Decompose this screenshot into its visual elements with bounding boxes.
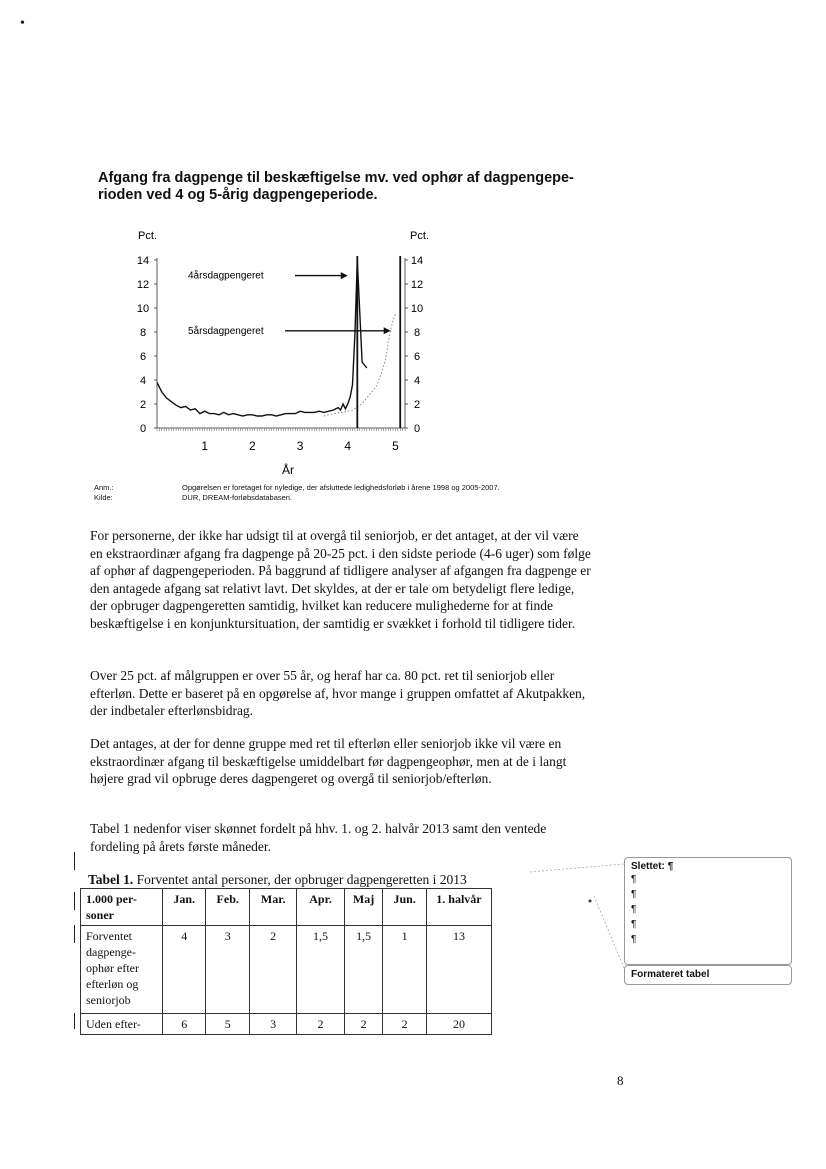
figure-title-line-2: rioden ved 4 og 5-årig dagpengeperiode. <box>98 187 378 203</box>
table-header-cell: 1. halvår <box>426 889 491 926</box>
series-line-solid <box>157 260 367 416</box>
note-anm-text: Opgørelsen er foretaget for nyledige, der afsluttede ledighedsforløb i årene 1998 og 2005-2007. <box>182 483 500 492</box>
table-cell: 3 <box>249 1014 296 1035</box>
table-caption <box>88 872 467 888</box>
pilcrow-line: ¶ <box>631 919 637 930</box>
data-table <box>80 888 492 1035</box>
paragraph-3 <box>90 735 594 788</box>
annotation-label: 5årsdagpengeret <box>188 325 264 337</box>
table-caption-text: Forventet antal personer, der opbruger dagpengeretten i 2013 <box>133 872 467 887</box>
table-cell: 1,5 <box>344 926 383 1014</box>
annotation-arrowhead <box>384 327 391 334</box>
x-axis-label: År <box>282 463 294 477</box>
figure-title-line-1: Afgang fra dagpenge til beskæftigelse mv. ved ophør af dagpengepe- <box>98 170 574 186</box>
table-row <box>81 1014 492 1035</box>
table-header-cell: 1.000 per-soner <box>81 889 163 926</box>
table-cell: 13 <box>426 926 491 1014</box>
note-kilde <box>94 493 604 503</box>
note-kilde-label: Kilde: <box>94 493 113 502</box>
table-cell: 2 <box>383 1014 427 1035</box>
table-cell: 2 <box>344 1014 383 1035</box>
y-tick-label-left: 12 <box>136 279 150 291</box>
pilcrow-line: ¶ <box>631 934 637 945</box>
table-header-cell: Jan. <box>162 889 205 926</box>
y-tick-label-left: 10 <box>136 303 150 315</box>
paragraph-4 <box>90 820 594 855</box>
deleted-label: Slettet: ¶ <box>631 861 674 872</box>
connector-line <box>530 864 624 872</box>
table-cell: 2 <box>297 1014 344 1035</box>
comment-connector <box>490 858 626 978</box>
table-cell: 1 <box>383 926 427 1014</box>
x-tick-label: 3 <box>296 439 304 453</box>
y-tick-label-left: 8 <box>139 327 147 339</box>
table-cell: 2 <box>249 926 296 1014</box>
connector-line <box>594 896 624 968</box>
annotation-arrowhead <box>341 272 348 279</box>
table-header-cell: Feb. <box>206 889 250 926</box>
table-header-cell: Mar. <box>249 889 296 926</box>
table-row <box>81 926 492 1014</box>
pilcrow-line: ¶ <box>631 889 637 900</box>
x-tick-label: 2 <box>249 439 256 453</box>
table-header-cell: Apr. <box>297 889 344 926</box>
x-tick-label: 1 <box>201 439 209 453</box>
note-anm <box>94 483 604 493</box>
formatted-table-balloon[interactable] <box>624 965 792 985</box>
paragraph-2 <box>90 667 594 720</box>
y-tick-label-right: 12 <box>410 279 424 291</box>
stray-bullet-mark: • <box>20 16 25 31</box>
table-row-label: Uden efter- <box>81 1014 163 1035</box>
y-tick-label-right: 4 <box>413 375 421 387</box>
y-axis-label-left: Pct. <box>138 230 157 242</box>
change-bar <box>74 925 75 943</box>
dagpenge-afgang-chart <box>125 222 455 484</box>
y-tick-label-right: 6 <box>413 351 421 363</box>
y-tick-label-left: 14 <box>136 255 150 267</box>
change-bar <box>74 892 75 910</box>
table-header-row <box>81 889 492 926</box>
table-cell: 3 <box>206 926 250 1014</box>
pilcrow-line: ¶ <box>631 874 637 885</box>
x-tick-label: 5 <box>392 439 399 453</box>
deleted-balloon[interactable] <box>624 857 792 965</box>
table-cell: 5 <box>206 1014 250 1035</box>
figure-title <box>98 170 598 204</box>
change-bar <box>74 852 75 870</box>
paragraph-2-text: Over 25 pct. af målgruppen er over 55 år, og heraf har ca. 80 pct. ret til seniorjob eller efterløn. Dette er baseret på en opgørelse af, hvor mange i gruppen omfattet af Akutpakken, der indbetaler efterlønsbidrag. <box>90 668 586 719</box>
figure-notes <box>94 483 604 503</box>
pilcrow-line: ¶ <box>631 904 637 915</box>
y-tick-label-right: 0 <box>413 423 421 435</box>
y-tick-label-right: 10 <box>410 303 424 315</box>
table-header-cell: Jun. <box>383 889 427 926</box>
table-cell: 6 <box>162 1014 205 1035</box>
y-axis-label-right: Pct. <box>410 230 429 242</box>
table-row-label: Forventet dagpenge-ophør efter efterløn og seniorjob <box>81 926 163 1014</box>
paragraph-1 <box>90 527 594 633</box>
table-header-cell: Maj <box>344 889 383 926</box>
table-caption-number: Tabel 1. <box>88 872 134 887</box>
y-tick-label-left: 4 <box>139 375 147 387</box>
annotation-label: 4årsdagpengeret <box>188 270 264 282</box>
y-tick-label-right: 2 <box>413 399 421 411</box>
y-tick-label-right: 14 <box>410 255 424 267</box>
y-tick-label-left: 2 <box>139 399 147 411</box>
table-cell: 20 <box>426 1014 491 1035</box>
note-anm-label: Anm.: <box>94 483 114 492</box>
table-cell: 4 <box>162 926 205 1014</box>
y-tick-label-right: 8 <box>413 327 421 339</box>
y-tick-label-left: 6 <box>139 351 147 363</box>
paragraph-3-text: Det antages, at der for denne gruppe med ret til efterløn eller seniorjob ikke vil være en ekstraordinær afgang til beskæftigelse umiddelbart før dagpengeophør, men at de i langt højere grad vil opbruge deres dagpengeret og overgå til seniorjob/efterløn. <box>90 736 567 787</box>
x-tick-label: 4 <box>344 439 352 453</box>
paragraph-4-text: Tabel 1 nedenfor viser skønnet fordelt på hhv. 1. og 2. halvår 2013 samt den ventede fordeling på årets første måneder. <box>90 821 547 854</box>
change-bar <box>74 1013 75 1029</box>
table-cell: 1,5 <box>297 926 344 1014</box>
anchor-dot <box>589 900 592 903</box>
note-kilde-text: DUR, DREAM-forløbsdatabasen. <box>182 493 293 502</box>
y-tick-label-left: 0 <box>139 423 147 435</box>
formatted-table-label: Formateret tabel <box>631 969 710 980</box>
paragraph-1-text: For personerne, der ikke har udsigt til at overgå til seniorjob, er det antaget, at der vil være en ekstraordinær afgang fra dagpenge på 20-25 pct. i den sidste periode (4-6 uger) som følge af ophør af dagpengeperioden. På baggrund af tidligere analyser af afgangen fra dagpenge er den antagede afgang sat relativt lavt. Det skyldes, at der er tale om betydeligt flere ledige, der opbruger dagpengeretten samtidig, hvilket kan reducere mulighederne for at finde beskæftigelse i en konjunktursituation, der samtidig er svækket i forhold til tidligere tider. <box>90 528 591 631</box>
page-number: 8 <box>617 1073 624 1088</box>
